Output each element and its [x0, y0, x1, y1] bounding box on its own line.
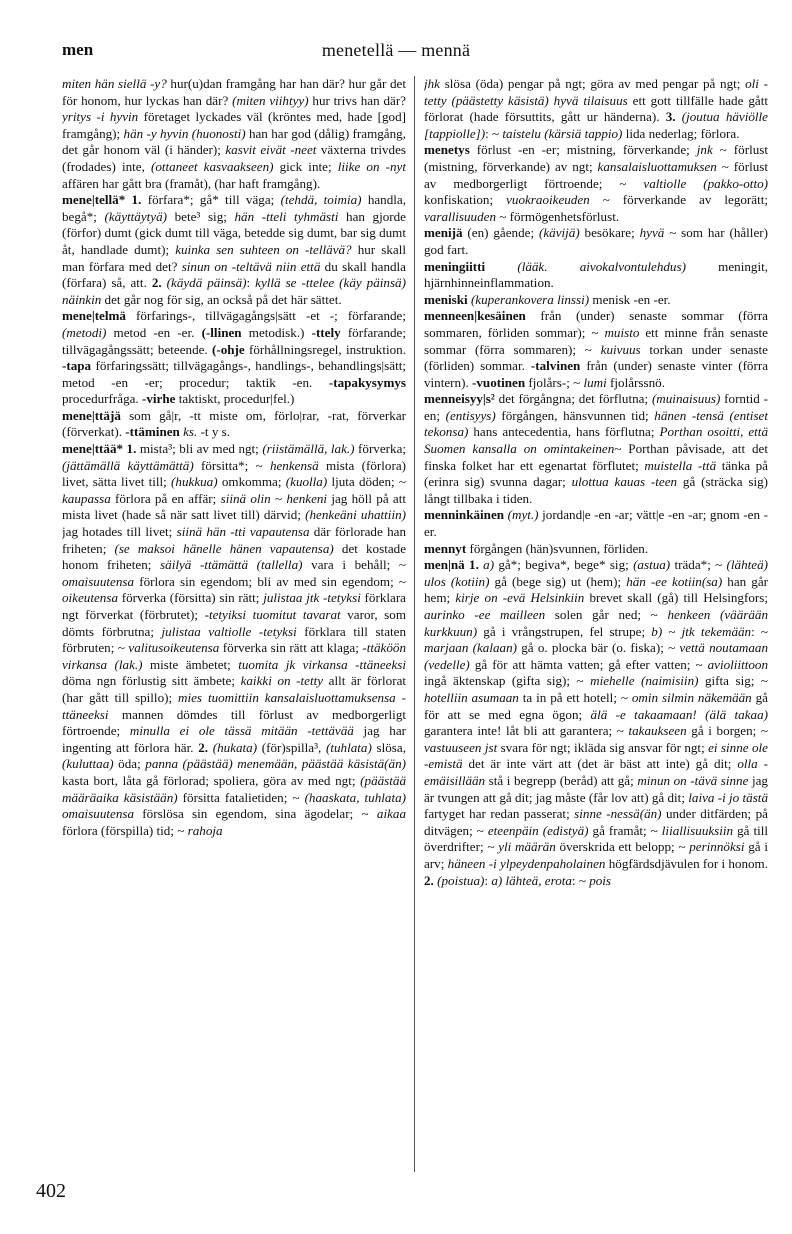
dictionary-entry: mene|tellä* 1. förfara*; gå* till väga; (tehdä, toimia) handla, begå*; (käyttäytyä) bete³ sig; hän -tteli tyhmästi han gjorde (förfor) dumt (gick dumt till väga, betedde sig dumt, bar sig dumt åt, handlade dumt); kuinka sen suhteen on -tellävä? hur skall man förfara med det? sinun on -teltävä niin että du skall handla (förfara) så, att. 2. (käydä päinsä): kyllä se -ttelee (käy päinsä) näinkin det går nog för sig, an också på det här sättet. — [62, 192, 406, 307]
dictionary-entry: menetys förlust -en -er; mistning, förverkande; jnk ~ förlust (mistning, förverkande) av ngt; kansalaisluottamuksen ~ förlust av medborgerligt förtroende; ~ valtiolle (pakko-otto) konfiskation; vuokraoikeuden ~ förverkande av legorätt; varallisuuden ~ förmögenhetsförlust. — [424, 142, 768, 224]
dictionary-entry: mene|telmä förfarings-, tillvägagångs|sätt -et -; förfarande; (metodi) metod -en -er. (-llinen metodisk.) -ttely förfarande; tillvägagångssätt; beteende. (-ohje förhållningsregel, instruktion. -tapa förfaringssätt; tillvägagångs-, handlings-, behandlings|sätt; metod -en -er; procedur; taktik -en. -tapakysymys procedurfråga. -virhe taktiskt, procedur|fel.) — [62, 308, 406, 407]
dictionary-entry: mene|ttäjä som gå|r, -tt miste om, förlo|rar, -rat, förverkar (förverkat). -ttäminen ks. -t y s. — [62, 407, 406, 440]
dictionary-entry: mennyt förgången (hän)svunnen, förliden. — [424, 540, 649, 556]
dictionary-entry: meningiitti (lääk. aivokalvontulehdus) meningit, hjärnhinneinflammation. — [424, 258, 768, 291]
dictionary-entry: jhk slösa (öda) pengar på ngt; göra av med pengar på ngt; oli -tetty (päästetty käsistä) hyvä tilaisuus ett gott tillfälle hade gått förlorat (hade försuttits, gått ur händerna). 3. (joutua häviölle [tappiolle]): ~ taistelu (kärsiä tappio) lida nederlag; förlora. — [424, 76, 768, 141]
guide-word: men — [62, 40, 94, 59]
left-column — [62, 76, 406, 1226]
dictionary-entry: miten hän siellä -y? hur(u)dan framgång har han där? hur går det för honom, hur lyckas han där? (miten viihtyy) hur trivs han där? yritys -i hyvin företaget lyckades väl (kröntes med, hade [god] framgång); hän -y hyvin (huonosti) han har god (dålig) framgång, det går honom väl (i händer); kasvit eivät -neet växterna trivdes (frodades) inte, (ottaneet kasvaakseen) gick inte; liike on -nyt affären har gått bra (framåt), (har haft framgång). — [62, 76, 406, 191]
page-number: 402 — [36, 1180, 66, 1202]
dictionary-entry: menneisyy|s² det förgångna; det förflutna; (muinaisuus) forntid -en; (entisyys) förgången, hänsvunnen tid; hänen -tensä (entiset tekonsa) hans antecedentia, hans förflutna; Porthan osoitti, että Suomen kansalla on omintakeinen~ Porthan påvisade, att det finska folket har ett egenartat förflutet; muistella -ttä tänka på (erinra sig) svunna dagar; ulottua kauas -teen gå (sträcka sig) långt tillbaka i tiden. — [424, 391, 768, 506]
dictionary-entry: menijä (en) gående; (kävijä) besökare; hyvä ~ som har (håller) god fart. — [424, 225, 768, 257]
dictionary-entry: men|nä 1. a) gå*; begiva*, bege* sig; (astua) träda*; ~ (lähteä) ulos (kotiin) gå (bege sig) ut (hem); hän -ee kotiin(sa) han går hem; kirje on -evä Helsinkiin brevet skall (gå) till Helsingfors; aurinko -ee mailleen solen går ned; ~ henkeen (väärään kurkkuun) gå i vrångstrupen, fel strupe; b) ~ jtk tekemään: ~ marjaan (kalaan) gå o. plocka bär (o. fiska); ~ vettä noutamaan (vedelle) gå för att hämta vatten; gå efter vatten; ~ avioliittoon ingå äktenskap (gifta sig); ~ miehelle (naimisiin) gifta sig; ~ hotelliin asumaan ta in på ett hotell; ~ omin silmin näkemään gå för att se med egna ögon; älä -e takaamaan! (älä takaa) garantera inte! låt bli att garantera; ~ takaukseen gå i borgen; ~ vastuuseen jst svara för ngt; ikläda sig ansvar för ngt; ei sinne ole -emistä det är inte värt att (det är bäst att inte) gå dit; olla -emäisillään stå i begrepp (beråd) att gå; minun on -tävä sinne jag är tvungen att gå dit; jag måste (får lov att) gå dit; laiva -i jo tästä fartyget har redan passerat; sinne -nessä(än) under ditfärden; på ditvägen; ~ eteenpäin (edistyä) gå framåt; ~ liiallisuuksiin gå till överdrifter; ~ yli määrän överskrida ett belopp; ~ perinnöksi gå i arv; häneen -i ylpeydenpaholainen högfärdsdjävulen for i honom. 2. (poistua): a) lähteä, erota: ~ pois — [424, 557, 768, 888]
page-title: menetellä — mennä — [321, 40, 471, 60]
dictionary-entry: menneen|kesäinen från (under) senaste sommar (förra sommaren, förliden sommar); ~ muisto ett minne från senaste sommar (förra sommaren); ~ kuivuus torkan under senaste (förliden) sommar. -talvinen från (under) senaste vinter (förra vintern). -vuotinen fjolårs-; ~ lumi fjolårssnö. — [424, 308, 768, 390]
column-divider — [414, 76, 415, 1172]
right-column — [424, 76, 768, 1226]
dictionary-entry: menninkäinen (myt.) jordand|e -en -ar; vätt|e -en -ar; gnom -en -er. — [424, 507, 768, 540]
dictionary-entry: meniski (kuperankovera linssi) menisk -en -er. — [424, 291, 671, 307]
dictionary-entry: mene|ttää* 1. mista³; bli av med ngt; (riistämällä, lak.) förverka; (jättämällä käyttämättä) försitta*; ~ henkensä mista (förlora) livet, sätta livet till; (hukkua) omkomma; (kuolla) ljuta döden; ~ kaupassa förlora på en affär; siinä olin ~ henkeni jag höll på att mista livet (hade så när satt livet till) därvid; (henkeäni uhattiin) jag hotades till livet; siinä hän -tti vapautensa där förlorade han friheten; (se maksoi hänelle hänen vapautensa) det kostade honom friheten; säilyä -ttämättä (tallella) vara i behåll; ~ omaisuutensa förlora sin egendom; bli av med sin egendom; ~ oikeutensa förverka (försitta) sin rätt; julistaa jtk -tetyksi förklara ngt förverkat (förbrutet); -tetyiksi tuomitut tavarat varor, som dömts förbrutna; julistaa valtiolle -tetyksi förklara till staten förbruten; ~ valitusoikeutensa förverka sin rätt att klaga; -ttäköön virkansa (lak.) miste ämbetet; tuomita jk virkansa -ttäneeksi döma ngn förlustig sitt ämbete; kaikki on -tetty allt är förlorat (har gått till spillo); mies tuomittiin kansalaisluottamuksensa -ttäneeksi mannen dömdes till förlust av medborgerligt förtroende; minulla ei ole tässä mitään -tettävää jag har ingenting att förlora här. 2. (hukata) (för)spilla³, (tuhlata) slösa, (kuluttaa) öda; panna (päästää) menemään, päästää käsistä(än) kasta bort, låta gå förlorad; spoliera, göra av med ngt; (päästää määräaika käsistään) försitta fatalietiden; ~ (haaskata, tuhlata) omaisuutensa förslösa sin egendom, sina ägodelar; ~ aikaa förlora (förspilla) tid; ~ rahoja — [62, 441, 406, 838]
